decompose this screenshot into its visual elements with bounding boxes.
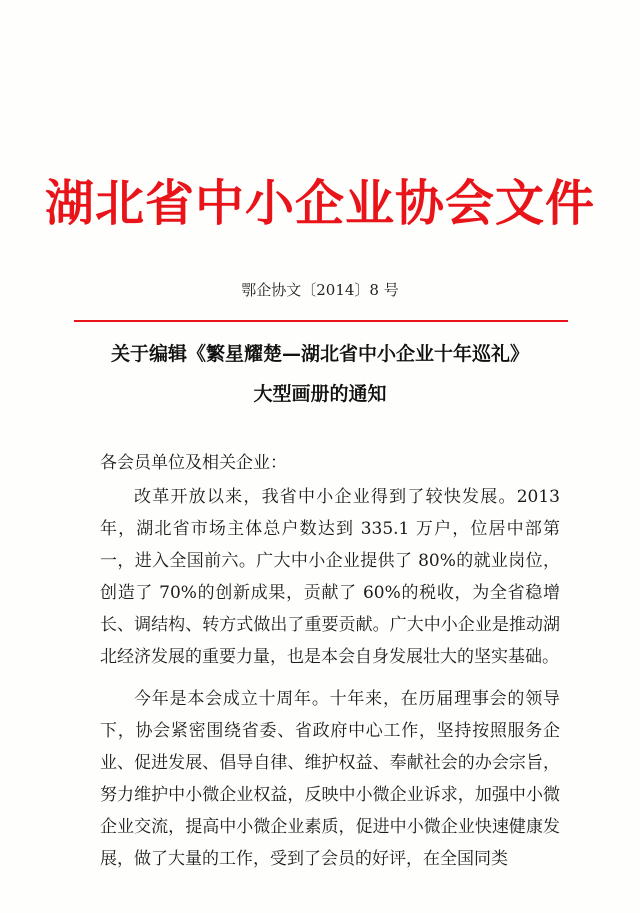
notice-body xyxy=(100,447,560,875)
red-divider-line xyxy=(74,320,568,322)
notice-title-line-2: 大型画册的通知 xyxy=(253,383,387,405)
notice-title-line-1: 关于编辑《繁星耀楚—湖北省中小企业十年巡礼》 xyxy=(110,343,529,365)
document-number: 鄂企协文〔2014〕8 号 xyxy=(241,281,399,299)
organization-header-title: 湖北省中小企业协会文件 xyxy=(44,175,595,232)
body-paragraph-2: 今年是本会成立十周年。十年来，在历届理事会的领导下，协会紧密围绕省委、省政府中心工作，坚持按照服务企业、促进发展、倡导自律、维护权益、奉献社会的办会宗旨，努力维护中小微企业权益，反映中小微企业诉求，加强中小微企业交流，提高中小微企业素质，促进中小微企业快速健康发展，做了大量的工作，受到了会员的好评，在全国同类 xyxy=(100,689,560,869)
salutation: 各会员单位及相关企业： xyxy=(100,453,287,473)
body-paragraph-1: 改革开放以来，我省中小企业得到了较快发展。2013 年，湖北省市场主体总户数达到 335.1 万户，位居中部第一，进入全国前六。广大中小企业提供了 80%的就业岗位，创造了 70%的创新成果，贡献了 60%的税收，为全省稳增长、调结构、转方式做出了重要贡献。广大中小企业是推动湖北经济发展的重要力量，也是本会自身发展壮大的坚实基础。 xyxy=(100,487,560,667)
